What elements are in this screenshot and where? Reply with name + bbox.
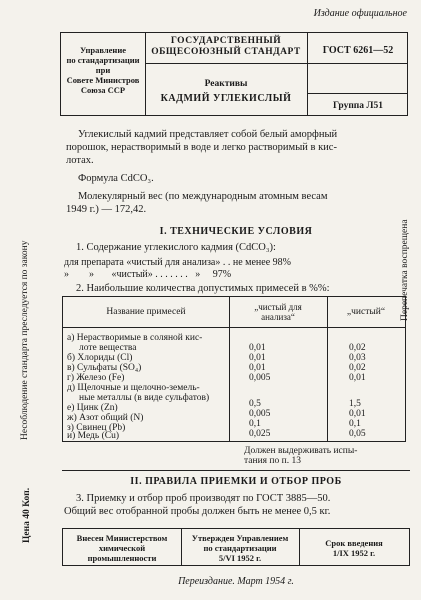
table-row: д) Щелочные и щелочно-земель- ные металлы (в виде сульфатов) bbox=[67, 383, 210, 403]
header-group: Группа Л51 bbox=[332, 101, 383, 111]
molecular-weight: Молекулярный вес (по международным атомным весам 1949 г.) — 172,42. bbox=[66, 191, 328, 215]
section1-title: I. ТЕХНИЧЕСКИЕ УСЛОВИЯ bbox=[159, 226, 313, 237]
table-cell: 0,01 bbox=[349, 409, 366, 419]
header-gost-number: ГОСТ 6261—52 bbox=[322, 45, 394, 56]
footer-approved: Утвержден Управлением по стандартизации 5/VI 1952 г. bbox=[191, 533, 289, 563]
table-cell: 0,5 bbox=[249, 399, 261, 409]
side-reprint-prohibited: Перепечатка воспрещена bbox=[400, 219, 410, 321]
table-row: в) Сульфаты (SO₄) bbox=[67, 363, 142, 373]
footer-box bbox=[62, 528, 410, 566]
table-row: з) Свинец (Pb) bbox=[67, 423, 126, 433]
section1-grade1: для препарата «чистый для анализа» . . не менее 98% bbox=[64, 257, 291, 268]
header-box bbox=[60, 32, 408, 116]
intro-paragraph: Углекислый кадмий представляет собой белый аморфный порошок, нерастворимый в воде и легко растворимый в кис- лотах. bbox=[66, 129, 338, 166]
table-cell: 0,005 bbox=[249, 409, 271, 419]
table-cell: 0,01 bbox=[249, 343, 266, 353]
table-cell: 0,025 bbox=[249, 429, 271, 439]
section1-item1: 1. Содержание углекислого кадмия (CdCO₃): bbox=[76, 242, 276, 253]
formula-line: Формула CdCO₃. bbox=[78, 173, 154, 184]
table-row: е) Цинк (Zn) bbox=[67, 403, 118, 413]
table-note: Должен выдерживать испы- тания по п. 13 bbox=[244, 446, 358, 466]
section1-grade2: » » «чистый» . . . . . . . » 97% bbox=[64, 269, 232, 280]
table-cell: 0,005 bbox=[249, 373, 271, 383]
price-label: Цена 40 Коп. bbox=[22, 487, 32, 543]
table-row: б) Хлориды (Cl) bbox=[67, 353, 133, 363]
header-category: Реактивы bbox=[204, 79, 248, 89]
table-row: г) Железо (Fe) bbox=[67, 373, 125, 383]
table-cell: 0,01 bbox=[249, 353, 266, 363]
section2-paragraph: 3. Приемку и отбор проб производят по ГОСТ 3885—50. Общий вес отобранной пробы должен быть не менее 0,5 кг. bbox=[64, 493, 331, 517]
table-row: а) Нерастворимые в соляной кис- лоте вещества bbox=[67, 333, 203, 353]
footer-effective-date: Срок введения 1/IX 1952 г. bbox=[325, 538, 383, 558]
reprint-label: Переиздание. Март 1954 г. bbox=[178, 576, 294, 587]
table-row: и) Медь (Cu) bbox=[67, 431, 119, 441]
table-cell: 1,5 bbox=[349, 399, 361, 409]
section1-item2: 2. Наибольшие количества допустимых примесей в %%: bbox=[76, 283, 330, 294]
impurity-table bbox=[62, 296, 406, 442]
header-authority: Управление по стандартизации при Совете Министров Союза ССР bbox=[66, 45, 140, 95]
table-header-analytical: „чистый для анализа“ bbox=[254, 302, 302, 322]
table-cell: 0,03 bbox=[349, 353, 366, 363]
table-cell: 0,1 bbox=[349, 419, 361, 429]
table-cell: 0,02 bbox=[349, 363, 366, 373]
edition-label: Издание официальное bbox=[313, 8, 407, 19]
table-header-pure: „чистый“ bbox=[346, 307, 386, 317]
table-cell: 0,01 bbox=[249, 363, 266, 373]
table-cell: 0,02 bbox=[349, 343, 366, 353]
section2-title: II. ПРАВИЛА ПРИЕМКИ И ОТБОР ПРОБ bbox=[130, 476, 342, 487]
header-title: ГОСУДАРСТВЕННЫЙ ОБЩЕСОЮЗНЫЙ СТАНДАРТ bbox=[151, 36, 301, 57]
table-cell: 0,01 bbox=[349, 373, 366, 383]
table-header-name: Название примесей bbox=[106, 307, 186, 317]
footer-introduced: Внесен Министерством химической промышленности bbox=[76, 533, 168, 563]
side-law-notice: Несоблюдение стандарта преследуется по закону bbox=[20, 240, 30, 440]
table-cell: 0,1 bbox=[249, 419, 261, 429]
table-row: ж) Азот общий (N) bbox=[67, 413, 144, 423]
header-product: КАДМИЙ УГЛЕКИСЛЫЙ bbox=[160, 93, 292, 104]
table-cell: 0,05 bbox=[349, 429, 366, 439]
